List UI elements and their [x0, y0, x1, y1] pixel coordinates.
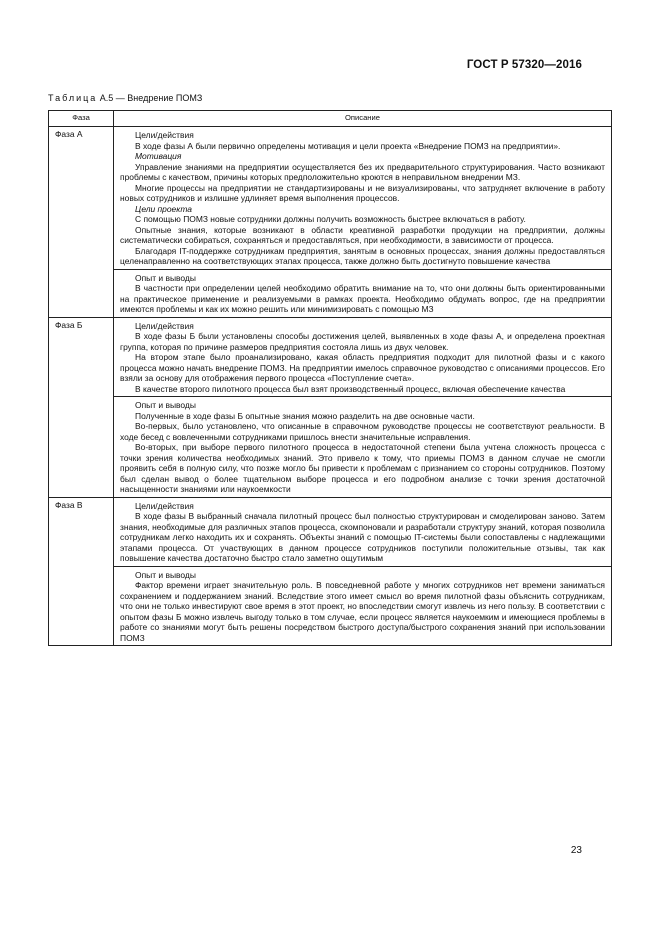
section-heading: Цели/действия	[135, 130, 194, 140]
paragraph: В частности при определении целей необходимо обратить внимание на то, что они должны быть ориентированными на практическое применение и реализуемыми в рамках проекта. Необходимо обдумать вопрос, где на предприятии имеются проблемы и как их можно решить или минимизировать с помощью МЗ	[120, 283, 605, 314]
section-heading: Опыт и выводы	[135, 569, 196, 580]
table-caption-title: А.5 — Внедрение ПОМЗ	[97, 93, 203, 103]
description-cell	[114, 317, 612, 397]
column-header-phase: Фаза	[49, 111, 114, 127]
paragraph: В ходе фазы Б были установлены способы достижения целей, выявленных в ходе фазы А, и определена проектная группа, которая по причине размеров предприятия состояла лишь из двух человек.	[120, 331, 605, 352]
table-row	[49, 269, 612, 317]
column-header-description: Описание	[114, 111, 612, 127]
table-row	[49, 566, 612, 646]
phase-name-cell: Фаза Б	[49, 317, 114, 497]
phase-table	[48, 110, 612, 646]
paragraph: Фактор времени играет значительную роль. В повседневной работе у многих сотрудников нет времени заниматься сохранением и поддержанием знаний. Вследствие этого имеет смысл во время пилотной фазы объяснить сотрудникам, что они не только инвестируют свое время в этот проект, но впоследствии смогут извлечь из него пользу. В соответствии с опытом фазы Б можно извлечь выгоду только в том случае, если процесс является наукоемким и имеющиеся проблемы в работе со знаниями могут быть решены посредством быстрого доступа/быстрого сохранения знаний при использовании ПОМЗ	[120, 580, 605, 643]
table-caption-label: Таблица	[48, 93, 98, 103]
paragraph: В качестве второго пилотного процесса был взят производственный процесс, включая обеспечение качества	[135, 383, 566, 394]
standard-number: ГОСТ Р 57320—2016	[466, 59, 582, 71]
paragraph: Опытные знания, которые возникают в области креативной разработки продукции на предприятии, должны систематически собираться, сохраняться и предоставляться, при необходимости, в зависимости от процесса.	[120, 224, 605, 245]
table-caption	[48, 93, 202, 103]
paragraph: Во-вторых, при выборе первого пилотного процесса в недостаточной степени была учтена сложность процесса с точки зрения количества необходимых знаний. Это привело к тому, что приемы ПОМЗ в данном случае не смогли проявить себя в полную силу, что позже могло бы привести к проблемам с признанием со стороны сотрудников. Поэтому был сделан вывод о более тщательном выборе процесса и его подробном анализе с точки зрения достаточной насыщенности знаниями или наукоемкости	[120, 442, 605, 494]
description-cell	[114, 397, 612, 498]
table-row	[49, 397, 612, 498]
phase-name-cell: Фаза А	[49, 127, 114, 318]
description-cell	[114, 497, 612, 566]
table-row	[49, 497, 612, 566]
description-cell	[114, 566, 612, 646]
paragraph: Многие процессы на предприятии не стандартизированы и не визуализированы, что затрудняет включение в работу новых сотрудников и излишне удлиняет время выполнения процессов.	[120, 182, 605, 203]
description-cell	[114, 127, 612, 270]
paragraph: На втором этапе было проанализировано, какая область предприятия подходит для пилотной фазы и с какого процесса можно начать внедрение ПОМЗ. На предприятии имелось справочное руководство с описаниями процессов. Его взяли за основу для отображения первого процесса «Поступление счета».	[120, 352, 605, 383]
section-heading: Опыт и выводы	[135, 400, 196, 410]
table-row	[49, 317, 612, 397]
section-heading: Опыт и выводы	[135, 272, 196, 283]
paragraph: Во-первых, было установлено, что описанные в справочном руководстве процессы не соответствуют реальности. В ходе бесед с вовлеченными сотрудниками пришлось внести значительные исправления.	[120, 421, 605, 442]
subsection-heading: Цели проекта	[135, 203, 192, 214]
paragraph: В ходе фазы В выбранный сначала пилотный процесс был полностью структурирован и смоделирован заново. Затем знания, необходимые для различных этапов процесса, скомпоновали и разработали структуру знаний, которая позволила сотрудникам легко находить их и сохранять. Объекты знаний с помощью IT-системы были сопоставлены с надлежащими этапами процесса. От участвующих в данном процессе сотрудников поступили положительные отзывы, так как повышение качества достаточно быстро стало заметно ощутимым	[120, 511, 605, 563]
description-cell	[114, 269, 612, 317]
section-heading: Цели/действия	[135, 320, 194, 331]
phase-name-cell: Фаза В	[49, 497, 114, 646]
table-row	[49, 127, 612, 270]
table-header-row	[49, 111, 612, 127]
paragraph: В ходе фазы А были первично определены мотивация и цели проекта «Внедрение ПОМЗ на предприятии».	[135, 140, 561, 151]
paragraph: Полученные в ходе фазы Б опытные знания можно разделить на две основные части.	[135, 410, 475, 421]
paragraph: Управление знаниями на предприятии осуществляется без их предварительного структурирования. Часто возникают проблемы с качеством, причины которых предположительно кроются в неправильном внедрении МЗ.	[120, 161, 605, 182]
table-body	[49, 127, 612, 646]
section-heading: Цели/действия	[135, 500, 194, 511]
paragraph: С помощью ПОМЗ новые сотрудники должны получить возможность быстрее включаться в работу.	[135, 214, 526, 224]
paragraph: Благодаря IT-поддержке сотрудникам предприятия, занятым в основных процессах, знания должны предоставляться целенаправленно на соответствующих этапах процесса, также должно быть достигнуто повышение качества	[120, 245, 605, 266]
page-number: 23	[570, 845, 582, 856]
subsection-heading: Мотивация	[135, 151, 182, 161]
